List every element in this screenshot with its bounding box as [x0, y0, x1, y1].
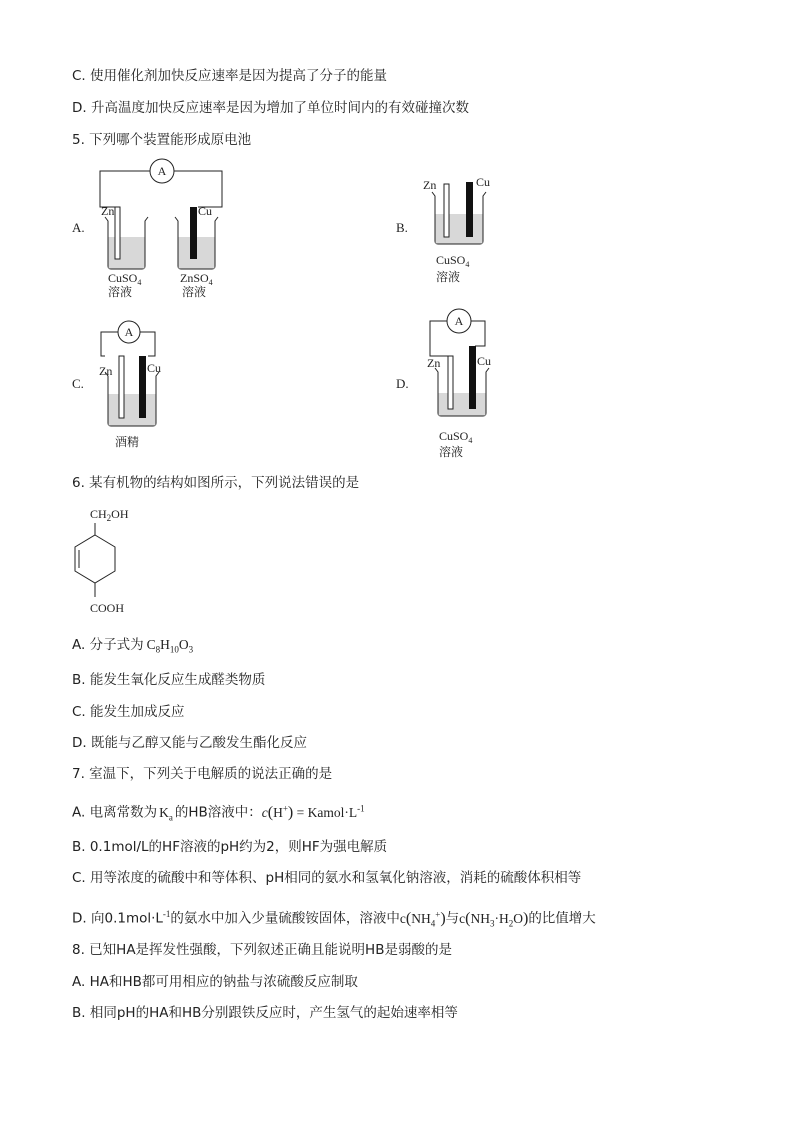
- apparatus-c-figure: [95, 316, 185, 456]
- apparatus-b-figure: [420, 170, 510, 290]
- cooh-group: COOH: [90, 601, 125, 615]
- q7-stem: 7. 室温下，下列关于电解质的说法正确的是: [72, 766, 333, 782]
- znso4-label: ZnSO$_4$: [180, 271, 213, 287]
- q5-stem: 5. 下列哪个装置能形成原电池: [72, 132, 252, 148]
- cu-electrode: [190, 207, 197, 259]
- zn-electrode: [444, 184, 449, 237]
- cu-label: Cu: [147, 361, 162, 375]
- q6-option-a: A. 分子式为 $C_8H_{10}O_3$: [72, 637, 194, 655]
- cu-electrode: [466, 182, 473, 237]
- solution-label: 溶液: [436, 270, 461, 284]
- cu-label: Cu: [198, 204, 213, 218]
- ammeter-label: A: [124, 325, 134, 339]
- zn-label: Zn: [427, 356, 441, 370]
- solution-label: 溶液: [182, 285, 207, 299]
- q8-option-b: B. 相同pH的HA和HB分别跟铁反应时，产生氢气的起始速率相等: [72, 1005, 458, 1021]
- q6-option-d: D. 既能与乙醇又能与乙酸发生酯化反应: [72, 735, 307, 751]
- molecule-structure: [70, 500, 170, 620]
- q5-option-b-label: B.: [396, 220, 408, 235]
- ammeter-label: A: [454, 314, 464, 328]
- q7-option-b: B. 0.1mol/L的HF溶液的pH约为2，则HF为强电解质: [72, 839, 388, 855]
- q8-stem: 8. 已知HA是挥发性强酸，下列叙述正确且能说明HB是弱酸的是: [72, 942, 452, 958]
- q4-option-c: C. 使用催化剂加快反应速率是因为提高了分子的能量: [72, 68, 388, 84]
- cu-electrode: [469, 346, 476, 409]
- apparatus-d-figure: [422, 306, 512, 466]
- cuso4-label: CuSO$_4$: [439, 429, 473, 445]
- zn-electrode: [448, 356, 453, 409]
- zn-label: Zn: [101, 204, 115, 218]
- q4-option-d: D. 升高温度加快反应速率是因为增加了单位时间内的有效碰撞次数: [72, 100, 469, 116]
- cu-electrode: [139, 356, 146, 418]
- zn-label: Zn: [99, 364, 113, 378]
- q5-option-d-label: D.: [396, 376, 409, 391]
- zn-label: Zn: [423, 178, 437, 192]
- alcohol-label: 酒精: [115, 435, 140, 449]
- ch2oh-group: $CH_2OH$: [90, 507, 129, 523]
- cuso4-solution: [436, 214, 483, 244]
- q5-option-a-label: A.: [72, 220, 85, 235]
- q8-option-a: A. HA和HB都可用相应的钠盐与浓硫酸反应制取: [72, 974, 358, 990]
- cuso4-label: CuSO$_4$: [436, 253, 470, 269]
- q6-stem: 6. 某有机物的结构如图所示，下列说法错误的是: [72, 475, 360, 491]
- cuso4-solution: [109, 237, 145, 269]
- cu-label: Cu: [477, 354, 492, 368]
- ammeter-label: A: [157, 164, 167, 178]
- zn-electrode: [115, 207, 120, 259]
- cu-label: Cu: [476, 175, 491, 189]
- q7-option-a: A. 电离常数为 $K_a$ 的HB溶液中：$c(H^+) = Kamol\cdot L^{-1}$: [72, 803, 365, 823]
- cuso4-label: CuSO$_4$: [108, 271, 142, 287]
- apparatus-a-figure: [90, 155, 240, 305]
- zn-electrode: [119, 356, 124, 418]
- q5-option-c-label: C.: [72, 376, 84, 391]
- q7-option-c: C. 用等浓度的硫酸中和等体积、pH相同的氨水和氢氧化钠溶液，消耗的硫酸体积相等: [72, 870, 582, 886]
- q6-option-b: B. 能发生氧化反应生成醛类物质: [72, 672, 266, 688]
- q6-option-c: C. 能发生加成反应: [72, 704, 185, 720]
- solution-label: 溶液: [108, 285, 133, 299]
- cyclohexene-ring: [75, 535, 115, 583]
- solution-label: 溶液: [439, 445, 464, 459]
- q7-option-d: D. 向$0.1mol\cdot L^{-1}$的氨水中加入少量硫酸铵固体，溶液中$c(NH_4^+)$与$c(NH_3\cdot H_2O)$的比值增大: [72, 909, 596, 929]
- cuso4-solution: [439, 393, 486, 416]
- alcohol-solution: [109, 394, 156, 426]
